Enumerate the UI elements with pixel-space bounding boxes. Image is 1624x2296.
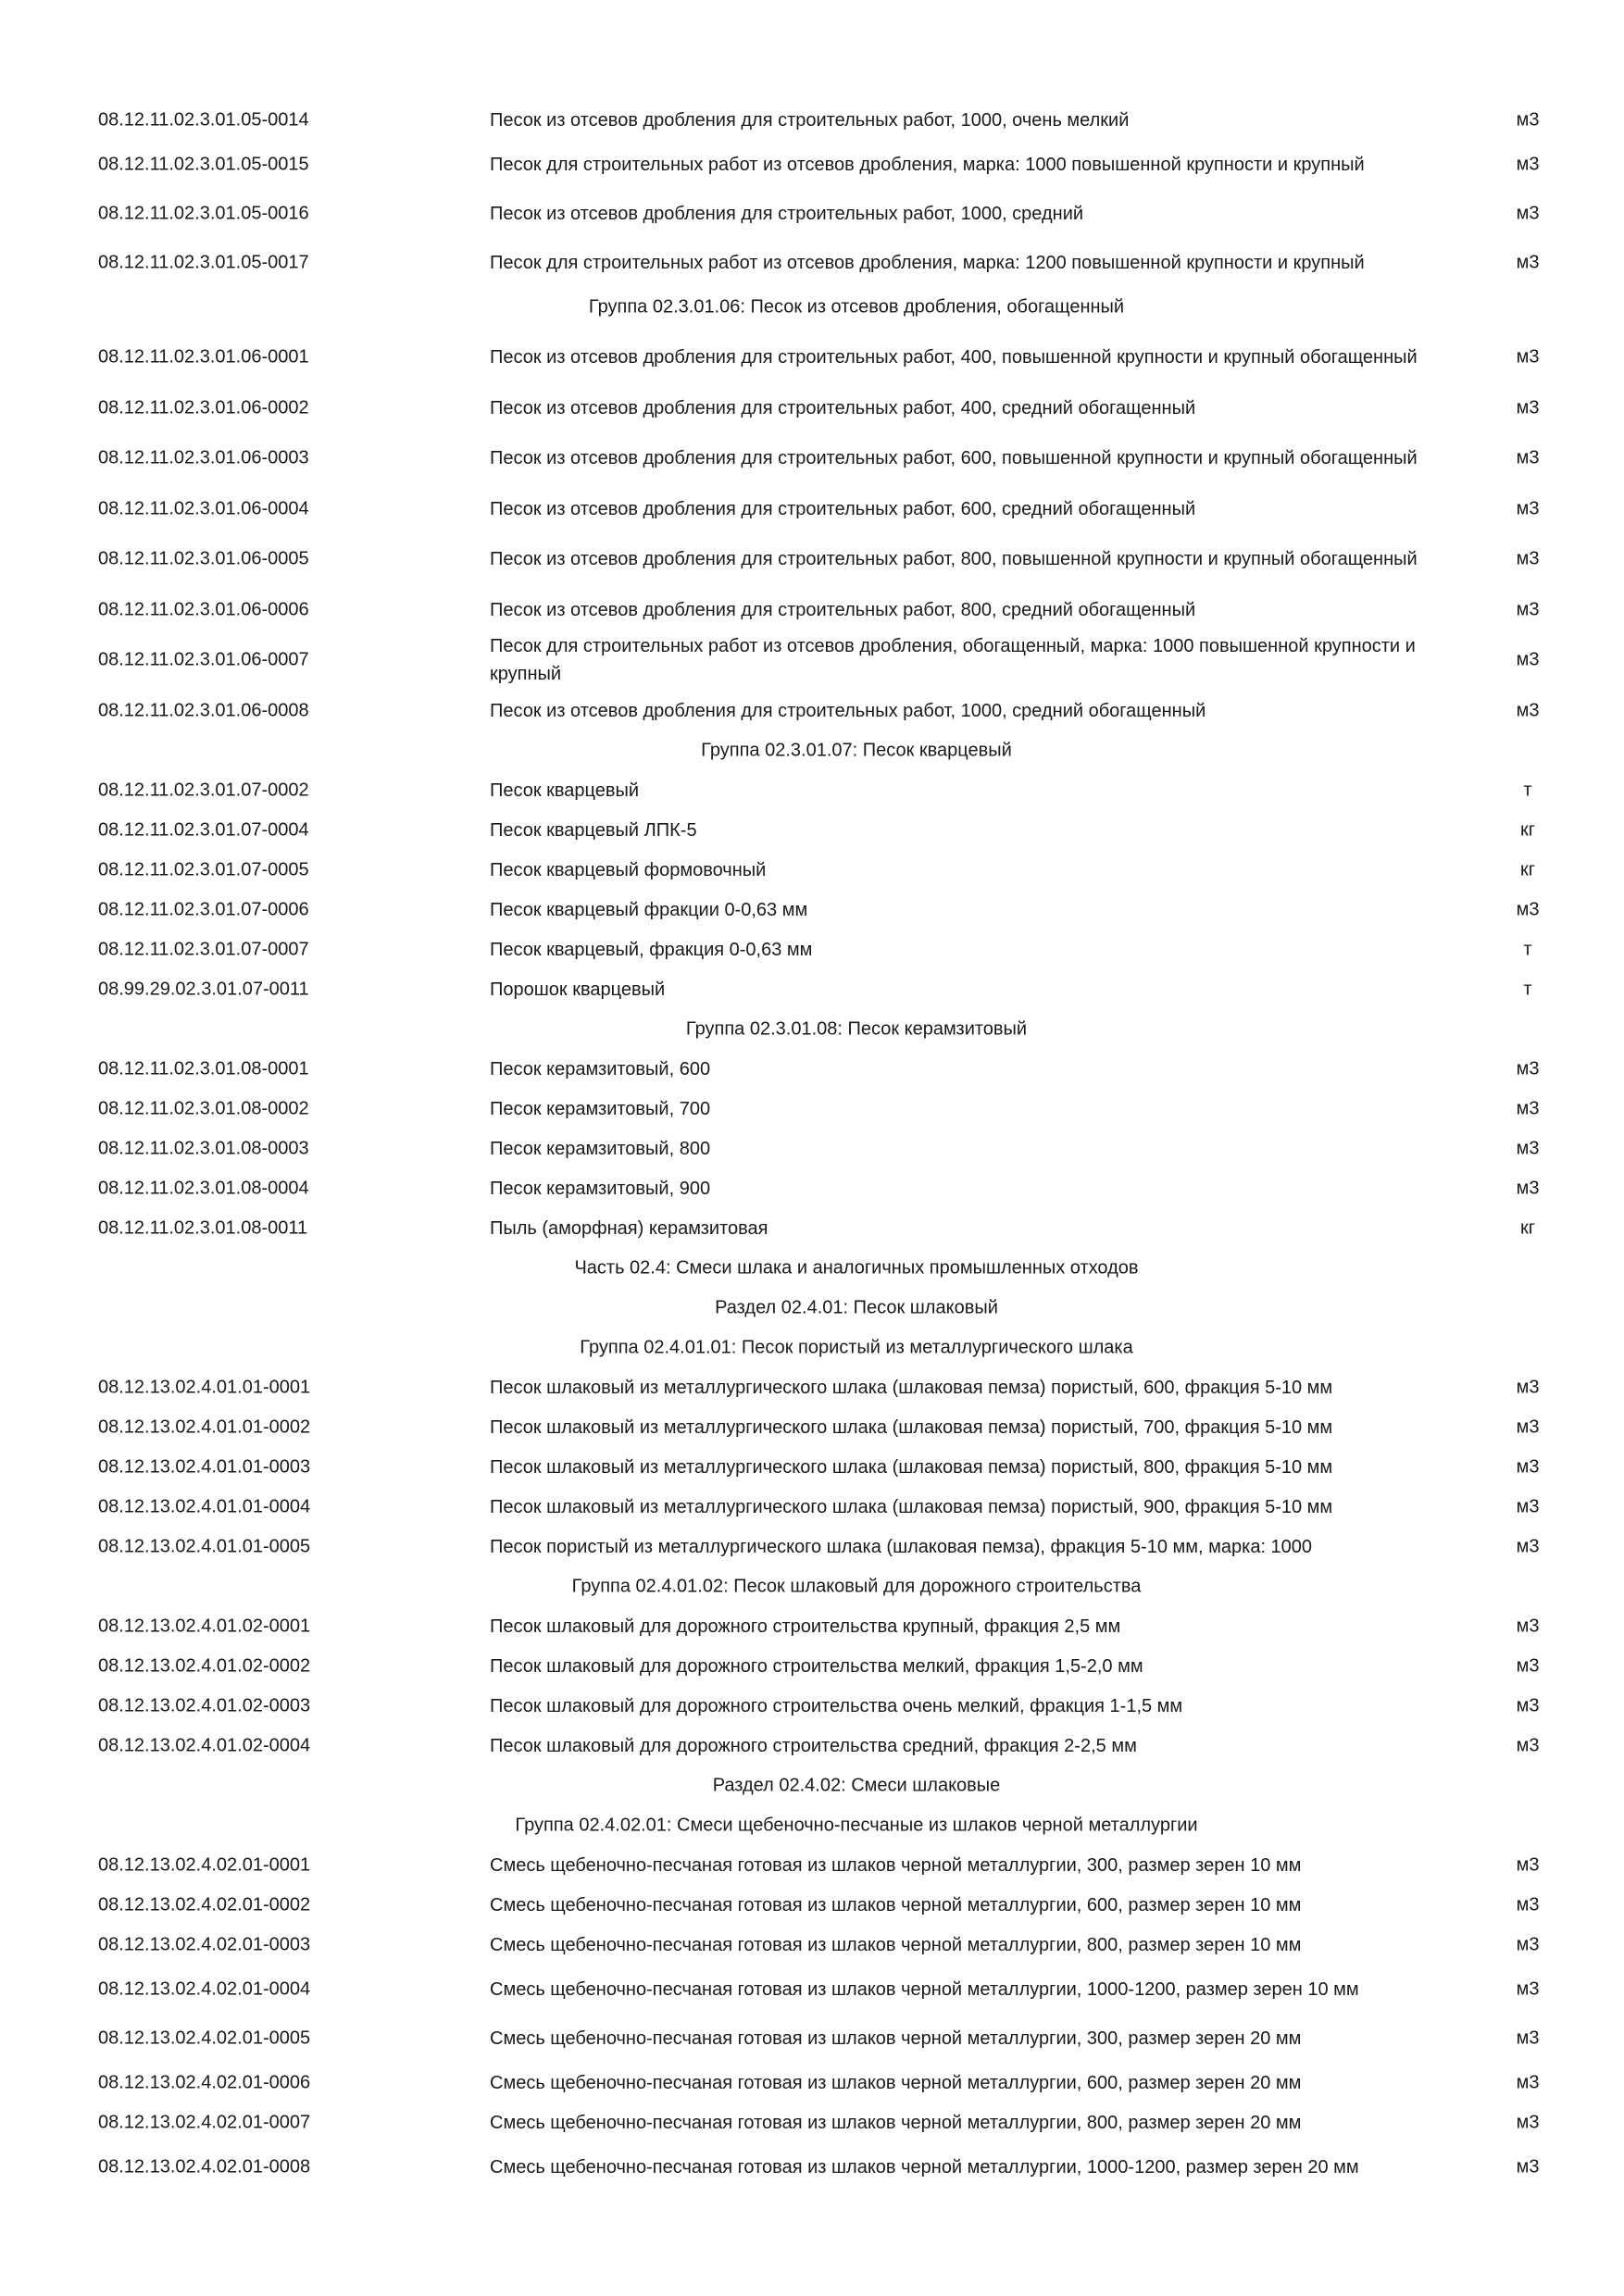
item-code: 08.12.11.02.3.01.07-0002 — [98, 780, 309, 800]
item-unit: м3 — [1516, 1138, 1540, 1158]
item-unit: кг — [1519, 819, 1536, 840]
item-code: 08.99.29.02.3.01.07-0011 — [98, 979, 309, 999]
item-code: 08.12.13.02.4.02.01-0008 — [98, 2156, 311, 2177]
item-code: 08.12.11.02.3.01.08-0003 — [98, 1138, 309, 1158]
table-row — [0, 691, 1624, 730]
item-code: 08.12.13.02.4.02.01-0004 — [98, 1978, 311, 1999]
item-name: Смесь щебеночно-песчаная готовая из шлаков черной металлургии, 800, размер зерен 10 мм — [490, 1934, 1302, 1955]
item-code: 08.12.11.02.3.01.06-0008 — [98, 700, 309, 720]
table-row — [0, 428, 1624, 489]
item-unit: м3 — [1516, 1178, 1540, 1198]
item-code: 08.12.13.02.4.01.01-0002 — [98, 1416, 311, 1437]
item-code: 08.12.11.02.3.01.06-0007 — [98, 649, 309, 670]
group-heading-row — [0, 1766, 1624, 1805]
table-row — [0, 1965, 1624, 2014]
table-row — [0, 140, 1624, 189]
item-code: 08.12.11.02.3.01.08-0002 — [98, 1098, 309, 1118]
item-unit: м3 — [1516, 2156, 1540, 2177]
item-name: Песок шлаковый из металлургического шлака (шлаковая пемза) пористый, 800, фракция 5-10 мм — [490, 1456, 1333, 1478]
item-name: Песок из отсевов дробления для строительных работ, 600, средний обогащенный — [490, 498, 1196, 519]
item-unit: м3 — [1516, 1098, 1540, 1118]
item-name: Песок из отсевов дробления для строительных работ, 1000, средний — [490, 203, 1084, 224]
item-name: Пыль (аморфная) керамзитовая — [490, 1217, 768, 1239]
item-name: Песок из отсевов дробления для строительных работ, 1000, очень мелкий — [490, 109, 1130, 131]
item-name: Песок кварцевый — [490, 780, 640, 801]
table-row — [0, 238, 1624, 287]
group-heading-row — [0, 287, 1624, 327]
item-code: 08.12.13.02.4.01.02-0004 — [98, 1735, 311, 1755]
item-code: 08.12.13.02.4.01.02-0001 — [98, 1616, 311, 1636]
item-name: Песок керамзитовый, 600 — [490, 1058, 711, 1079]
item-code: 08.12.11.02.3.01.07-0004 — [98, 819, 309, 840]
item-unit: м3 — [1516, 548, 1540, 569]
item-unit: кг — [1519, 859, 1536, 880]
table-row — [0, 2063, 1624, 2103]
table-row — [0, 327, 1624, 388]
table-row — [0, 1049, 1624, 1089]
item-unit: м3 — [1516, 447, 1540, 468]
item-name: Порошок кварцевый — [490, 979, 666, 1000]
table-row — [0, 1447, 1624, 1487]
item-unit: м3 — [1516, 1894, 1540, 1915]
item-unit: м3 — [1516, 899, 1540, 919]
item-unit: т — [1523, 780, 1532, 800]
item-code: 08.12.11.02.3.01.06-0004 — [98, 498, 309, 518]
group-heading: Группа 02.3.01.07: Песок кварцевый — [701, 740, 1012, 760]
group-heading-row — [0, 1288, 1624, 1328]
item-unit: м3 — [1516, 1058, 1540, 1079]
group-heading-row — [0, 1248, 1624, 1288]
table-row — [0, 890, 1624, 930]
table-row — [0, 1089, 1624, 1129]
item-name: Смесь щебеночно-песчаная готовая из шлаков черной металлургии, 600, размер зерен 20 мм — [490, 2072, 1302, 2093]
item-code: 08.12.13.02.4.01.02-0002 — [98, 1655, 311, 1676]
item-unit: м3 — [1516, 1854, 1540, 1875]
item-code: 08.12.11.02.3.01.05-0014 — [98, 109, 309, 130]
item-unit: м3 — [1516, 154, 1540, 174]
item-unit: т — [1523, 979, 1532, 999]
item-unit: м3 — [1516, 649, 1540, 670]
item-unit: м3 — [1516, 700, 1540, 720]
group-heading-row — [0, 730, 1624, 770]
group-heading: Часть 02.4: Смеси шлака и аналогичных промышленных отходов — [574, 1257, 1139, 1278]
item-name: Песок из отсевов дробления для строительных работ, 800, средний обогащенный — [490, 599, 1196, 620]
item-code: 08.12.11.02.3.01.07-0007 — [98, 939, 309, 959]
item-unit: м3 — [1516, 1695, 1540, 1716]
item-code: 08.12.11.02.3.01.06-0001 — [98, 346, 309, 368]
item-name: Песок кварцевый ЛПК-5 — [490, 819, 697, 841]
table-row — [0, 489, 1624, 529]
item-unit: м3 — [1516, 1655, 1540, 1676]
table-row — [0, 2142, 1624, 2191]
item-unit: м3 — [1516, 109, 1540, 130]
item-code: 08.12.11.02.3.01.07-0006 — [98, 899, 309, 919]
item-name: Песок керамзитовый, 800 — [490, 1138, 711, 1159]
item-code: 08.12.11.02.3.01.08-0001 — [98, 1058, 309, 1079]
item-code: 08.12.13.02.4.02.01-0001 — [98, 1854, 311, 1875]
table-row — [0, 2103, 1624, 2142]
item-code: 08.12.13.02.4.01.01-0005 — [98, 1536, 311, 1556]
item-name: Песок из отсевов дробления для строительных работ, 800, повышенной крупности и крупный обогащенный — [490, 549, 1418, 569]
item-unit: м3 — [1516, 2112, 1540, 2132]
table-row — [0, 630, 1624, 691]
table-row — [0, 1925, 1624, 1965]
item-name: Смесь щебеночно-песчаная готовая из шлаков черной металлургии, 600, размер зерен 10 мм — [490, 1894, 1302, 1915]
item-name: Песок из отсевов дробления для строительных работ, 1000, средний обогащенный — [490, 700, 1206, 721]
item-name: Песок керамзитовый, 900 — [490, 1178, 711, 1199]
group-heading: Группа 02.4.02.01: Смеси щебеночно-песчаные из шлаков черной металлургии — [515, 1815, 1198, 1835]
item-name: Песок из отсевов дробления для строительных работ, 400, повышенной крупности и крупный обогащенный — [490, 347, 1418, 368]
item-code: 08.12.11.02.3.01.06-0002 — [98, 397, 309, 418]
table-row — [0, 1527, 1624, 1566]
item-code: 08.12.13.02.4.01.01-0004 — [98, 1496, 311, 1516]
item-name: Песок из отсевов дробления для строительных работ, 400, средний обогащенный — [490, 397, 1196, 418]
group-heading-row — [0, 1566, 1624, 1606]
table-row — [0, 1845, 1624, 1885]
item-code: 08.12.11.02.3.01.05-0017 — [98, 252, 309, 272]
table-row — [0, 1129, 1624, 1168]
table-row — [0, 1367, 1624, 1407]
item-name: Смесь щебеночно-песчаная готовая из шлаков черной металлургии, 300, размер зерен 10 мм — [490, 1854, 1302, 1876]
item-unit: кг — [1519, 1217, 1536, 1238]
item-name: Песок шлаковый для дорожного строительства очень мелкий, фракция 1-1,5 мм — [490, 1695, 1183, 1716]
item-code: 08.12.11.02.3.01.05-0015 — [98, 154, 309, 174]
group-heading: Группа 02.4.01.01: Песок пористый из металлургического шлака — [580, 1337, 1133, 1357]
table-row — [0, 969, 1624, 1009]
item-name: Песок кварцевый формовочный — [490, 859, 767, 880]
item-unit: м3 — [1516, 252, 1540, 272]
item-name: Песок шлаковый для дорожного строительства средний, фракция 2-2,5 мм — [490, 1735, 1137, 1756]
table-row — [0, 388, 1624, 428]
item-unit: м3 — [1516, 203, 1540, 223]
item-unit: м3 — [1516, 599, 1540, 619]
item-code: 08.12.11.02.3.01.08-0011 — [98, 1217, 308, 1238]
item-name: Смесь щебеночно-песчаная готовая из шлаков черной металлургии, 300, размер зерен 20 мм — [490, 2028, 1302, 2049]
table-row — [0, 770, 1624, 810]
table-row — [0, 2014, 1624, 2063]
item-unit: т — [1523, 939, 1532, 959]
item-unit: м3 — [1516, 1934, 1540, 1954]
table-row — [0, 1487, 1624, 1527]
item-unit: м3 — [1516, 1978, 1540, 1999]
item-code: 08.12.11.02.3.01.07-0005 — [98, 859, 309, 880]
item-code: 08.12.11.02.3.01.08-0004 — [98, 1178, 309, 1198]
table-row — [0, 529, 1624, 590]
table-row — [0, 1208, 1624, 1248]
table-row — [0, 850, 1624, 890]
group-heading: Раздел 02.4.01: Песок шлаковый — [715, 1297, 998, 1317]
item-code: 08.12.13.02.4.02.01-0005 — [98, 2028, 311, 2048]
table-row — [0, 1606, 1624, 1646]
item-name: Песок шлаковый из металлургического шлака (шлаковая пемза) пористый, 600, фракция 5-10 мм — [490, 1377, 1333, 1398]
table-row — [0, 930, 1624, 969]
item-unit: м3 — [1516, 1536, 1540, 1556]
table-row — [0, 1407, 1624, 1447]
group-heading-row — [0, 1805, 1624, 1845]
item-code: 08.12.11.02.3.01.06-0003 — [98, 447, 309, 468]
group-heading: Группа 02.3.01.06: Песок из отсевов дробления, обогащенный — [588, 296, 1125, 317]
item-name: Песок для строительных работ из отсевов дробления, обогащенный, марка: 1000 повышенной крупности и крупный — [490, 636, 1416, 684]
item-name: Смесь щебеночно-песчаная готовая из шлаков черной металлургии, 1000-1200, размер зерен 20 мм — [490, 2156, 1359, 2177]
item-name: Песок кварцевый, фракция 0-0,63 мм — [490, 939, 813, 960]
group-heading: Раздел 02.4.02: Смеси шлаковые — [712, 1775, 1001, 1795]
item-code: 08.12.13.02.4.01.01-0003 — [98, 1456, 311, 1477]
table-row — [0, 1646, 1624, 1686]
item-name: Песок кварцевый фракции 0-0,63 мм — [490, 899, 808, 920]
item-name: Песок для строительных работ из отсевов дробления, марка: 1000 повышенной крупности и крупный — [490, 154, 1365, 175]
item-code: 08.12.13.02.4.01.02-0003 — [98, 1695, 311, 1716]
item-unit: м3 — [1516, 346, 1540, 368]
item-name: Песок пористый из металлургического шлака (шлаковая пемза), фракция 5-10 мм, марка: 1000 — [490, 1536, 1313, 1557]
item-unit: м3 — [1516, 1616, 1540, 1636]
table-row — [0, 590, 1624, 630]
item-unit: м3 — [1516, 397, 1540, 418]
item-code: 08.12.11.02.3.01.05-0016 — [98, 203, 309, 223]
table-row — [0, 1726, 1624, 1766]
item-name: Песок шлаковый для дорожного строительства крупный, фракция 2,5 мм — [490, 1616, 1121, 1637]
item-name: Смесь щебеночно-песчаная готовая из шлаков черной металлургии, 800, размер зерен 20 мм — [490, 2112, 1302, 2133]
item-unit: м3 — [1516, 2028, 1540, 2048]
item-name: Песок шлаковый из металлургического шлака (шлаковая пемза) пористый, 700, фракция 5-10 мм — [490, 1416, 1333, 1438]
item-code: 08.12.11.02.3.01.06-0006 — [98, 599, 309, 619]
item-unit: м3 — [1516, 1496, 1540, 1516]
item-name: Песок шлаковый из металлургического шлака (шлаковая пемза) пористый, 900, фракция 5-10 мм — [490, 1496, 1333, 1517]
item-name: Песок керамзитовый, 700 — [490, 1098, 711, 1119]
item-unit: м3 — [1516, 1377, 1540, 1397]
item-unit: м3 — [1516, 1456, 1540, 1477]
table-row — [0, 1686, 1624, 1726]
item-name: Песок из отсевов дробления для строительных работ, 600, повышенной крупности и крупный обогащенный — [490, 448, 1418, 468]
item-name: Смесь щебеночно-песчаная готовая из шлаков черной металлургии, 1000-1200, размер зерен 10 мм — [490, 1978, 1359, 2000]
table-row — [0, 189, 1624, 238]
item-code: 08.12.13.02.4.01.01-0001 — [98, 1377, 311, 1397]
item-code: 08.12.13.02.4.02.01-0006 — [98, 2072, 311, 2092]
price-list — [0, 100, 1624, 2191]
item-unit: м3 — [1516, 1416, 1540, 1437]
table-row — [0, 810, 1624, 850]
table-row — [0, 100, 1624, 140]
item-unit: м3 — [1516, 2072, 1540, 2092]
group-heading: Группа 02.4.01.02: Песок шлаковый для дорожного строительства — [571, 1576, 1142, 1596]
item-name: Песок для строительных работ из отсевов дробления, марка: 1200 повышенной крупности и крупный — [490, 252, 1365, 273]
group-heading-row — [0, 1009, 1624, 1049]
item-code: 08.12.11.02.3.01.06-0005 — [98, 548, 309, 569]
item-unit: м3 — [1516, 1735, 1540, 1755]
item-name: Песок шлаковый для дорожного строительства мелкий, фракция 1,5-2,0 мм — [490, 1655, 1143, 1677]
table-row — [0, 1168, 1624, 1208]
group-heading-row — [0, 1328, 1624, 1367]
item-unit: м3 — [1516, 498, 1540, 518]
table-row — [0, 1885, 1624, 1925]
group-heading: Группа 02.3.01.08: Песок керамзитовый — [685, 1018, 1028, 1039]
item-code: 08.12.13.02.4.02.01-0002 — [98, 1894, 311, 1915]
item-code: 08.12.13.02.4.02.01-0003 — [98, 1934, 311, 1954]
item-code: 08.12.13.02.4.02.01-0007 — [98, 2112, 311, 2132]
